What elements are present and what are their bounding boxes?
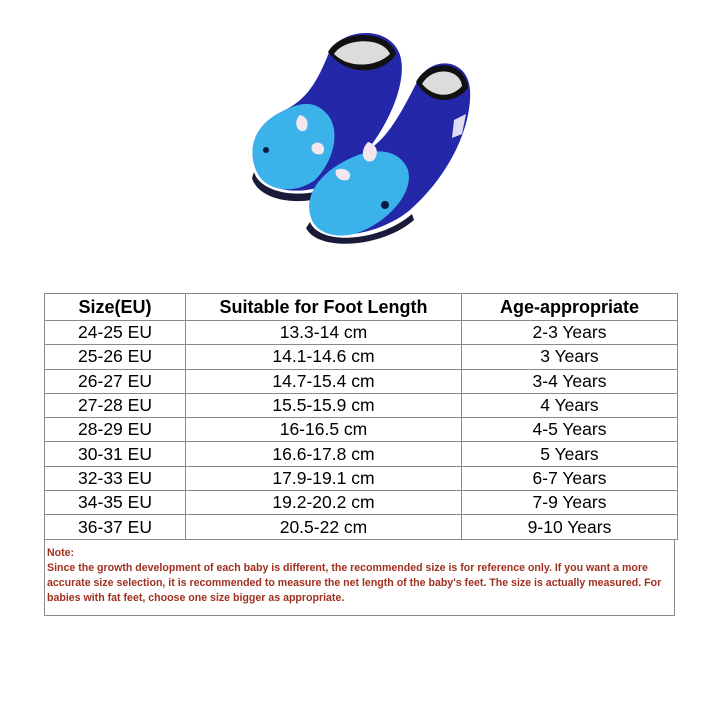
cell-size: 30-31 EU (45, 442, 186, 466)
cell-foot-length: 16-16.5 cm (186, 418, 462, 442)
cell-age: 6-7 Years (462, 466, 678, 490)
table-row (45, 515, 678, 539)
cell-foot-length: 19.2-20.2 cm (186, 491, 462, 515)
cell-size: 36-37 EU (45, 515, 186, 539)
table-row (45, 369, 678, 393)
cell-foot-length: 15.5-15.9 cm (186, 393, 462, 417)
cell-age: 2-3 Years (462, 321, 678, 345)
cell-size: 24-25 EU (45, 321, 186, 345)
cell-age: 7-9 Years (462, 491, 678, 515)
cell-foot-length: 17.9-19.1 cm (186, 466, 462, 490)
cell-size: 27-28 EU (45, 393, 186, 417)
table-row (45, 466, 678, 490)
water-shoes-image (240, 20, 485, 250)
cell-age: 4-5 Years (462, 418, 678, 442)
cell-size: 32-33 EU (45, 466, 186, 490)
cell-foot-length: 16.6-17.8 cm (186, 442, 462, 466)
cell-age: 3 Years (462, 345, 678, 369)
table-row (45, 345, 678, 369)
cell-size: 25-26 EU (45, 345, 186, 369)
cell-foot-length: 14.1-14.6 cm (186, 345, 462, 369)
table-row (45, 393, 678, 417)
cell-foot-length: 13.3-14 cm (186, 321, 462, 345)
cell-age: 4 Years (462, 393, 678, 417)
cell-age: 5 Years (462, 442, 678, 466)
cell-size: 26-27 EU (45, 369, 186, 393)
header-age: Age-appropriate (462, 294, 678, 321)
cell-size: 28-29 EU (45, 418, 186, 442)
cell-size: 34-35 EU (45, 491, 186, 515)
table-row (45, 321, 678, 345)
table-row (45, 418, 678, 442)
cell-age: 3-4 Years (462, 369, 678, 393)
cell-foot-length: 14.7-15.4 cm (186, 369, 462, 393)
header-foot-length: Suitable for Foot Length (186, 294, 462, 321)
note-box (44, 540, 675, 616)
cell-foot-length: 20.5-22 cm (186, 515, 462, 539)
table-row (45, 442, 678, 466)
note-label: Note: (47, 547, 75, 559)
note-text: Since the growth development of each baby is different, the recommended size is for reference only. If you want a more accurate size selection, it is recommended to measure the net length of the baby's feet. The size is actually measured. For babies with fat feet, choose one size bigger as appropriate. (47, 562, 662, 604)
size-chart-table (44, 293, 678, 540)
cell-age: 9-10 Years (462, 515, 678, 539)
table-header-row (45, 294, 678, 321)
table-row (45, 491, 678, 515)
header-size: Size(EU) (45, 294, 186, 321)
